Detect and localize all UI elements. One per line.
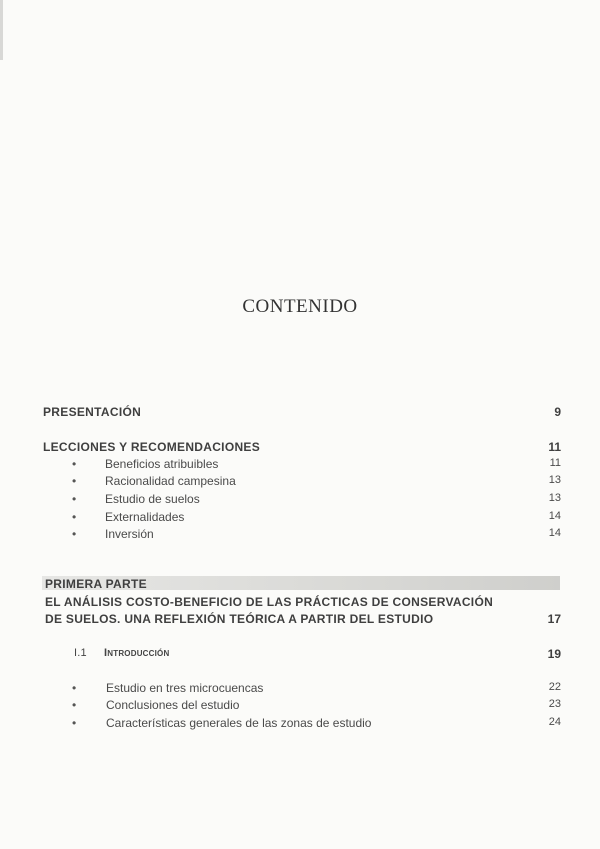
part-label	[0, 577, 600, 595]
toc-item-label: Inversión	[105, 527, 154, 541]
bullet-icon: •	[72, 474, 77, 488]
toc-item-label: Conclusiones del estudio	[106, 698, 240, 712]
toc-item-page: 11	[549, 457, 561, 469]
toc-entry-page: 11	[548, 440, 561, 454]
toc-entry-page: 17	[547, 612, 561, 626]
toc-item-page: 14	[548, 527, 561, 539]
bullet-icon: •	[72, 457, 77, 471]
toc-entry-presentacion	[0, 405, 600, 423]
toc-item-page: 23	[548, 698, 561, 710]
part-heading-text: EL ANÁLISIS COSTO-BENEFICIO DE LAS PRÁCTICAS DE CONSERVACIÓN	[45, 595, 494, 609]
bullet-icon: •	[72, 681, 77, 695]
toc-entry-page: 9	[554, 405, 561, 419]
toc-item-label: Beneficios atribuibles	[105, 457, 219, 471]
toc-item-page: 13	[548, 492, 561, 504]
bullet-icon: •	[72, 698, 77, 712]
toc-item	[0, 510, 600, 528]
toc-item-page: 24	[548, 716, 561, 728]
part-heading-text: DE SUELOS. UNA REFLEXIÓN TEÓRICA A PARTIR DEL ESTUDIO	[45, 612, 434, 626]
toc-item-label: Estudio en tres microcuencas	[106, 681, 264, 695]
bullet-icon: •	[72, 527, 77, 541]
part-heading-line2	[0, 612, 600, 630]
toc-item	[0, 474, 600, 492]
toc-entry-label: PRESENTACIÓN	[43, 405, 142, 419]
subsection-label: Introducción	[104, 647, 170, 659]
page-title: CONTENIDO	[242, 296, 358, 317]
toc-entry-page: 19	[547, 647, 561, 661]
toc-item-label: Características generales de las zonas de estudio	[106, 716, 372, 730]
toc-item-page: 13	[548, 474, 561, 486]
toc-item	[0, 698, 600, 716]
toc-item	[0, 457, 600, 475]
toc-item-page: 14	[548, 510, 561, 522]
toc-item	[0, 716, 600, 734]
toc-item-label: Externalidades	[105, 510, 185, 524]
bullet-icon: •	[72, 510, 77, 524]
toc-item-label: Estudio de suelos	[105, 492, 200, 506]
page-edge-shadow	[0, 0, 3, 60]
toc-item	[0, 527, 600, 545]
subsection-number: I.1	[74, 647, 87, 659]
toc-item	[0, 681, 600, 699]
bullet-icon: •	[72, 492, 77, 506]
toc-subsection-introduccion	[0, 647, 600, 665]
part-heading-line1	[0, 595, 600, 613]
part-label-text: PRIMERA PARTE	[45, 577, 147, 591]
toc-entry-lecciones	[0, 440, 600, 458]
toc-item-page: 22	[548, 681, 561, 693]
toc-entry-label: LECCIONES Y RECOMENDACIONES	[43, 440, 261, 454]
bullet-icon: •	[72, 716, 77, 730]
toc-item	[0, 492, 600, 510]
toc-item-label: Racionalidad campesina	[105, 474, 236, 488]
